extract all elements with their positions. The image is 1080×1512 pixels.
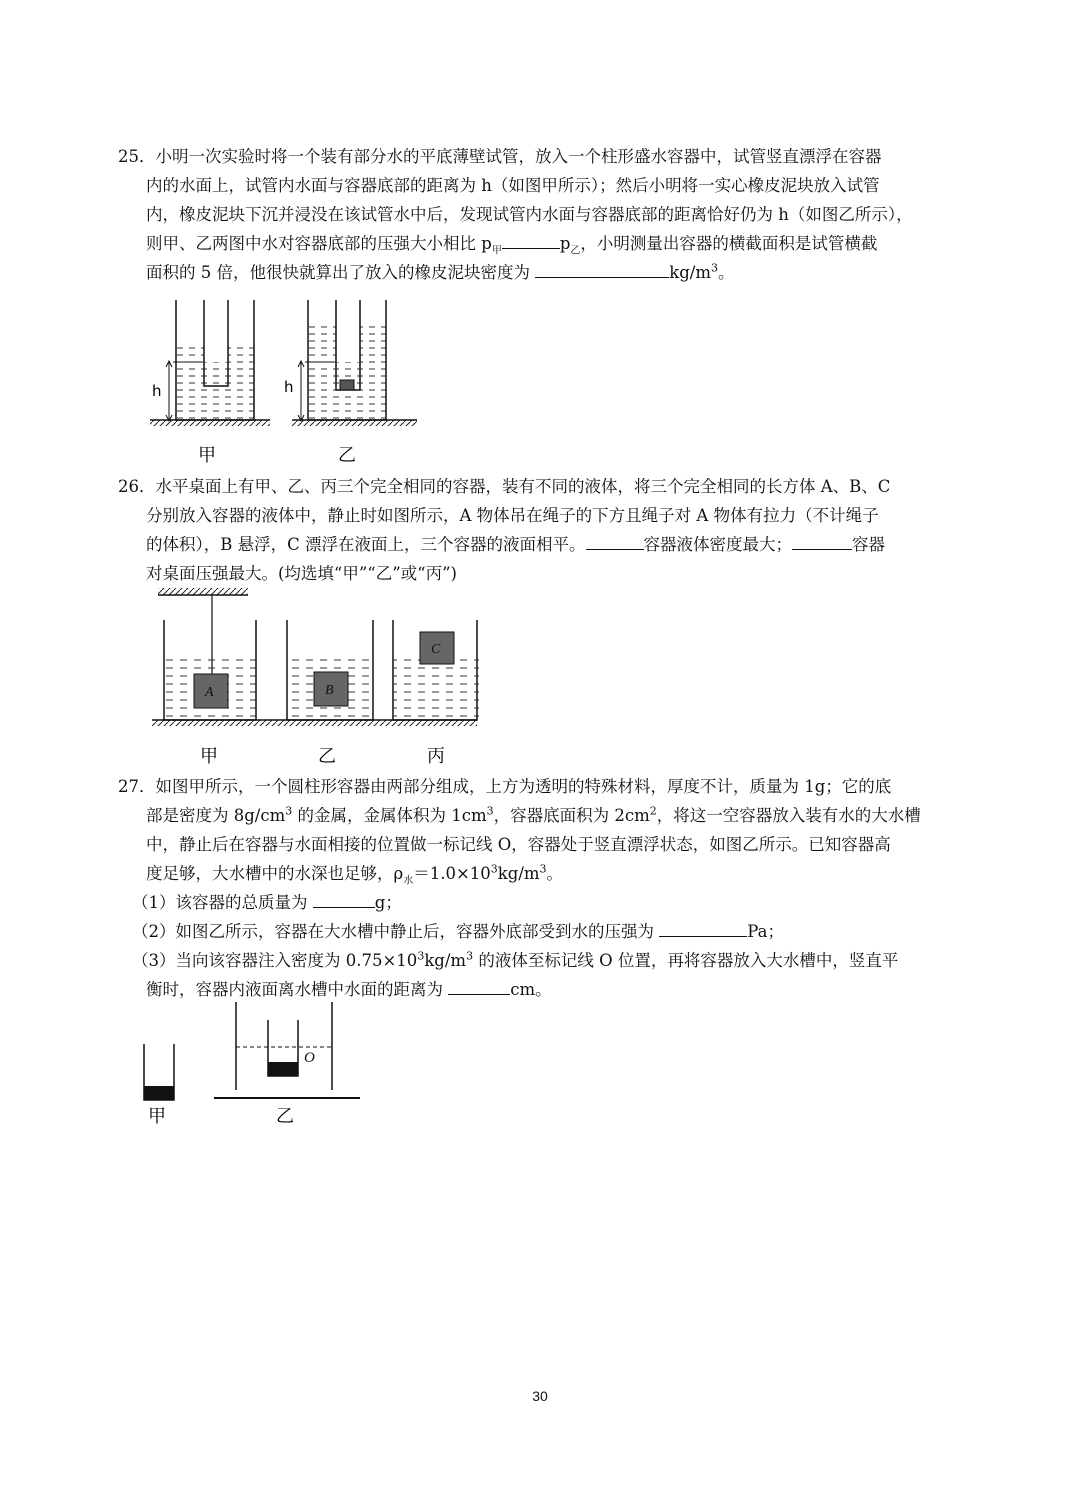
q25-number: 25． [118, 147, 156, 166]
q27-caption-yi: 乙 [276, 1106, 294, 1127]
block-c-label: C [431, 642, 441, 657]
q26-number: 26． [118, 477, 156, 496]
q26-text-3a: 的体积），B 悬浮，C 漂浮在液面上，三个容器的液面相平。 [146, 535, 586, 554]
question-26 [118, 472, 968, 588]
q25-text-1: 小明一次实验时将一个装有部分水的平底薄壁试管，放入一个柱形盛水容器中，试管竖直漂浮在容器 [155, 147, 882, 166]
block-b-label: B [325, 683, 334, 698]
q27-sub1 [118, 888, 968, 917]
q27-sub2-unit: Pa； [747, 922, 784, 941]
q27-line4 [118, 859, 968, 888]
q25-blank-compare[interactable] [502, 230, 560, 249]
q25-caption-yi: 乙 [338, 445, 356, 466]
q27-sub3-text-a: （3）当向该容器注入密度为 0.75×10 [132, 951, 418, 970]
q26-text-3c: 容器 [852, 535, 885, 554]
q25-line5 [118, 258, 968, 287]
q25-unit-sup: 3 [711, 261, 719, 275]
q27-line3 [118, 830, 968, 859]
q27-sub1-text: （1）该容器的总质量为 [132, 893, 308, 912]
q25-line3 [118, 200, 968, 229]
q25-caption-jia: 甲 [198, 445, 216, 466]
q25-unit: kg/m [669, 263, 712, 282]
q27-sup-e: 3 [539, 862, 547, 876]
q27-sub3 [118, 946, 968, 975]
q25-sub-jia: 甲 [491, 245, 502, 257]
q27-sub2 [118, 917, 968, 946]
q27-sub3-unit: cm。 [510, 980, 552, 999]
q27-sup-a: 3 [285, 804, 293, 818]
q25-text-4a: 则甲、乙两图中水对容器底部的压强大小相比 p [146, 234, 492, 253]
q27-sup-b: 3 [486, 804, 494, 818]
q26-caption-bing: 丙 [427, 746, 445, 767]
q25-end: 。 [718, 263, 735, 282]
q27-sub3-text-c: 的液体至标记线 O 位置，再将容器放入大水槽中，竖直平 [473, 951, 899, 970]
q25-blank-density[interactable] [535, 259, 669, 278]
q25-line2 [118, 171, 968, 200]
q25-line1 [118, 142, 968, 171]
q27-sup-f: 3 [417, 949, 425, 963]
q26-blank-density[interactable] [586, 531, 644, 550]
q26-line3 [118, 530, 968, 559]
figure-q26-svg [150, 584, 485, 774]
figure-q27 [136, 996, 371, 1131]
q27-text-2b: 的金属，金属体积为 1cm [292, 806, 487, 825]
q25-h-label-2: h [284, 378, 294, 396]
q26-line2 [118, 501, 968, 530]
q27-sub2-text: （2）如图乙所示，容器在大水槽中静止后，容器外底部受到水的压强为 [132, 922, 654, 941]
question-25 [118, 142, 968, 287]
q25-text-5a: 面积的 5 倍，他很快就算出了放入的橡皮泥块密度为 [146, 263, 530, 282]
q27-sup-d: 3 [490, 862, 498, 876]
q25-h-label-1: h [152, 382, 162, 400]
q27-blank-distance[interactable] [448, 976, 510, 995]
q27-rho-sub: 水 [403, 875, 414, 887]
q27-sub3-text-b: kg/m [424, 951, 467, 970]
q27-sub3-text-d: 衡时，容器内液面离水槽中水面的距离为 [146, 980, 443, 999]
figure-q25-svg [140, 296, 430, 471]
q26-text-4: 对桌面压强最大。(均选填“甲”“乙”或“丙”) [146, 564, 457, 583]
q27-text-4c: kg/m [497, 864, 540, 883]
q27-text-4a: 度足够，大水槽中的水深也足够，ρ [146, 864, 404, 883]
q27-text-3: 中，静止后在容器与水面相接的位置做一标记线 O，容器处于竖直漂浮状态，如图乙所示。已知容器高 [146, 835, 891, 854]
q27-sup-g: 3 [466, 949, 474, 963]
q27-text-2d: ，将这一空容器放入装有水的大水槽 [656, 806, 921, 825]
q26-line1 [118, 472, 968, 501]
q27-number: 27． [118, 777, 156, 796]
q26-text-1: 水平桌面上有甲、乙、丙三个完全相同的容器，装有不同的液体，将三个完全相同的长方体 A、B、C [155, 477, 891, 496]
q27-line1 [118, 772, 968, 801]
q27-line2 [118, 801, 968, 830]
q27-text-4b: ＝1.0×10 [413, 864, 491, 883]
q27-sub1-unit: g； [374, 893, 402, 912]
question-27 [118, 772, 968, 1004]
q27-text-2a: 部是密度为 8g/cm [146, 806, 286, 825]
q27-caption-jia: 甲 [148, 1106, 166, 1127]
figure-q26 [150, 584, 485, 774]
q25-sub-yi: 乙 [570, 245, 581, 257]
q26-caption-yi: 乙 [318, 746, 336, 767]
block-a-label: A [205, 685, 214, 700]
q25-p-yi: p [559, 234, 571, 253]
q27-blank-pressure[interactable] [659, 918, 747, 937]
mark-o-label: O [304, 1050, 315, 1066]
figure-q27-svg [136, 996, 371, 1131]
q26-text-2: 分别放入容器的液体中，静止时如图所示，A 物体吊在绳子的下方且绳子对 A 物体有拉力（不计绳子 [146, 506, 879, 525]
q25-text-3: 内，橡皮泥块下沉并浸没在该试管水中后，发现试管内水面与容器底部的距离恰好仍为 h（如图乙所示）， [146, 205, 913, 224]
q25-text-2: 内的水面上，试管内水面与容器底部的距离为 h（如图甲所示）；然后小明将一实心橡皮泥块放入试管 [146, 176, 880, 195]
figure-q25 [140, 296, 430, 471]
page-number: 30 [532, 1388, 548, 1404]
q26-text-3b: 容器液体密度最大； [643, 535, 792, 554]
q27-text-2c: ，容器底面积为 2cm [493, 806, 650, 825]
q26-caption-jia: 甲 [200, 746, 218, 767]
q27-sup-c: 2 [649, 804, 657, 818]
q25-text-4b: ，小明测量出容器的横截面积是试管横截 [580, 234, 878, 253]
q27-blank-mass[interactable] [313, 889, 375, 908]
q26-blank-pressure[interactable] [792, 531, 852, 550]
q27-text-4d: 。 [546, 864, 564, 883]
q27-text-1: 如图甲所示，一个圆柱形容器由两部分组成，上方为透明的特殊材料，厚度不计，质量为 1g；它的底 [155, 777, 892, 796]
q25-line4 [118, 229, 968, 258]
